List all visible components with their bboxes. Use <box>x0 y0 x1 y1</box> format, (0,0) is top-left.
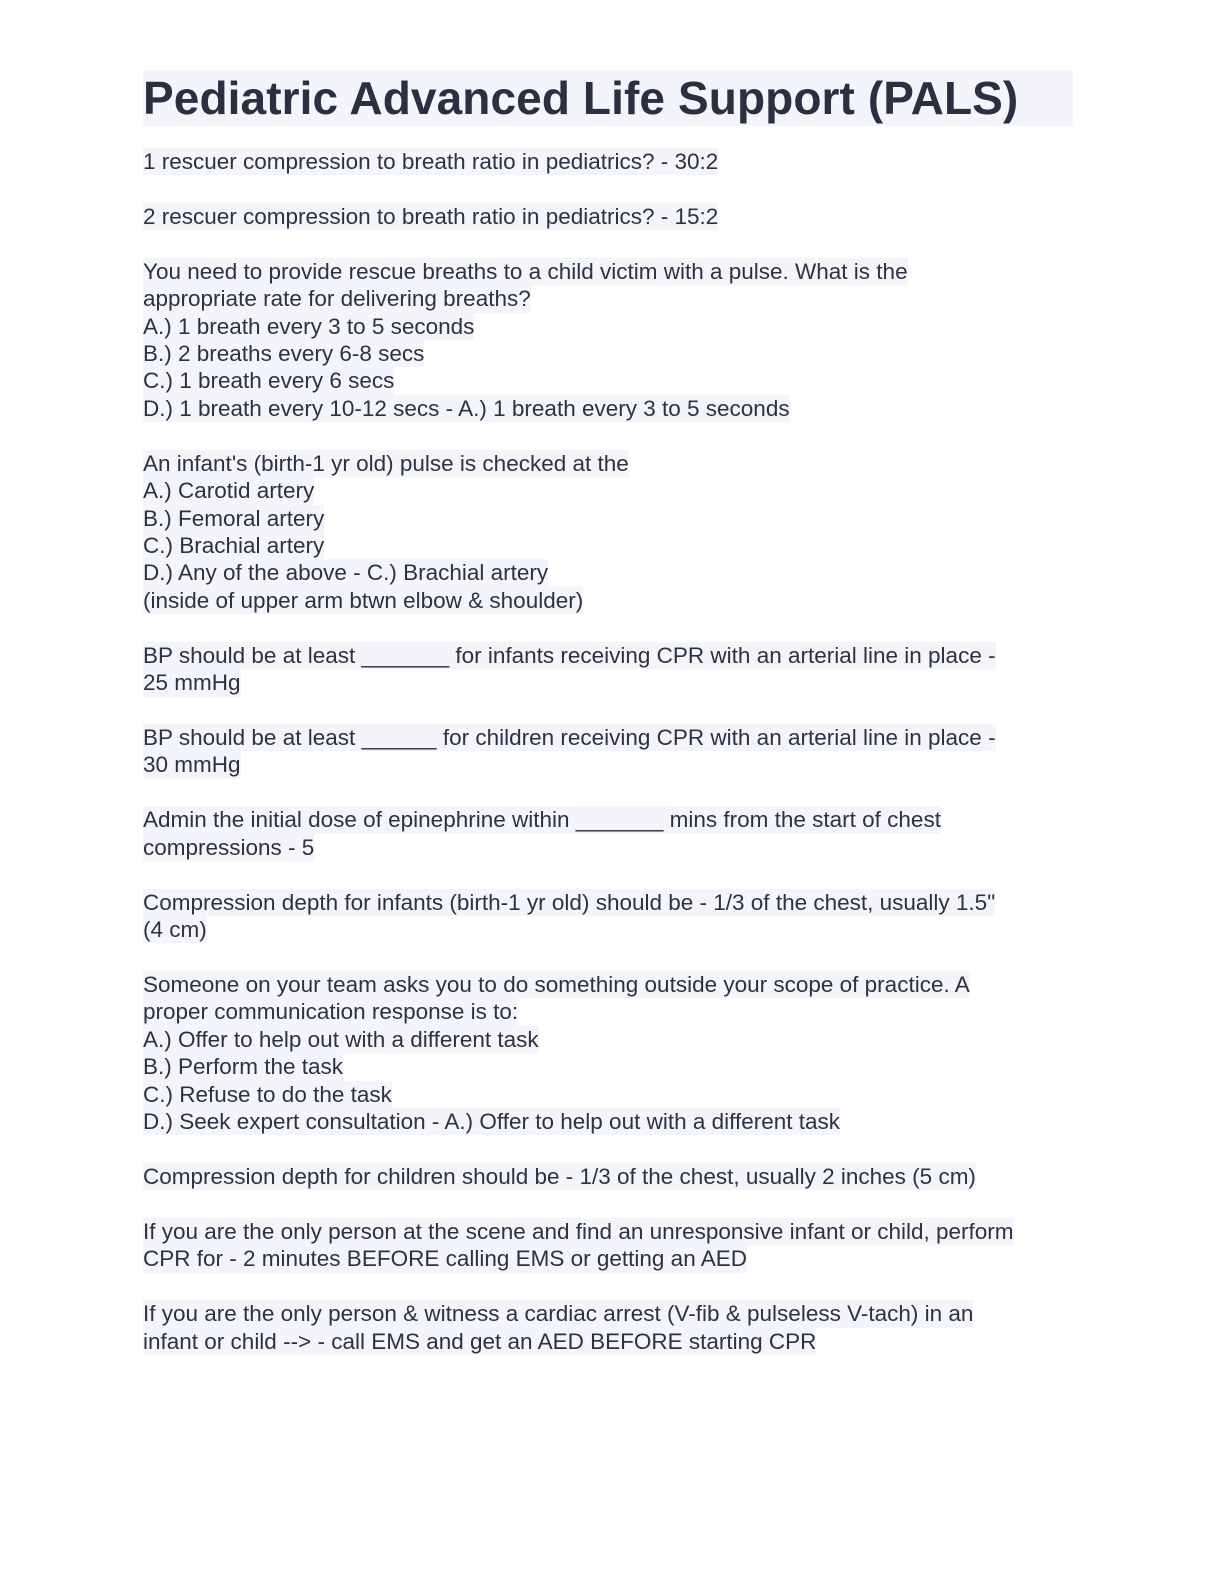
document-page <box>143 70 1073 1382</box>
flashcard-line: C.) Brachial artery <box>143 532 325 558</box>
flashcard-line: infant or child --> - call EMS and get an AED BEFORE starting CPR <box>143 1328 817 1354</box>
flashcard-line: Admin the initial dose of epinephrine within _______ mins from the start of chest <box>143 807 941 833</box>
flashcard-line: An infant's (birth-1 yr old) pulse is checked at the <box>143 450 629 476</box>
flashcard-line: B.) 2 breaths every 6-8 secs <box>143 341 425 367</box>
flashcard <box>143 806 1073 861</box>
flashcard-line: D.) Any of the above - C.) Brachial artery <box>143 560 549 586</box>
flashcard-line: B.) Femoral artery <box>143 505 325 531</box>
flashcard-line: proper communication response is to: <box>143 999 519 1025</box>
flashcard-line: Compression depth for children should be - 1/3 of the chest, usually 2 inches (5 cm) <box>143 1163 976 1189</box>
flashcard <box>143 724 1073 779</box>
flashcard-line: Someone on your team asks you to do something outside your scope of practice. A <box>143 971 970 997</box>
flashcard-line: A.) 1 breath every 3 to 5 seconds <box>143 313 475 339</box>
flashcard-line: BP should be at least ______ for children receiving CPR with an arterial line in place - <box>143 725 996 750</box>
flashcard-line: BP should be at least _______ for infants receiving CPR with an arterial line in place - <box>143 642 996 668</box>
flashcard-list <box>143 148 1073 1355</box>
flashcard-line: CPR for - 2 minutes BEFORE calling EMS or getting an AED <box>143 1246 747 1272</box>
flashcard <box>143 1300 1073 1355</box>
flashcard-line: B.) Perform the task <box>143 1054 344 1080</box>
flashcard-line: Compression depth for infants (birth-1 yr old) should be - 1/3 of the chest, usually 1.5" <box>143 889 996 915</box>
flashcard-line: 2 rescuer compression to breath ratio in pediatrics? - 15:2 <box>143 203 719 229</box>
flashcard <box>143 1163 1073 1190</box>
flashcard-line: (4 cm) <box>143 917 207 943</box>
flashcard <box>143 258 1073 422</box>
flashcard-line: D.) 1 breath every 10-12 secs - A.) 1 breath every 3 to 5 seconds <box>143 395 790 421</box>
flashcard-line: 1 rescuer compression to breath ratio in pediatrics? - 30:2 <box>143 149 719 174</box>
flashcard <box>143 203 1073 230</box>
flashcard <box>143 148 1073 175</box>
flashcard-line: compressions - 5 <box>143 834 315 860</box>
flashcard-line: 25 mmHg <box>143 670 241 696</box>
flashcard <box>143 971 1073 1135</box>
flashcard <box>143 889 1073 944</box>
flashcard-line: C.) 1 breath every 6 secs <box>143 368 395 394</box>
flashcard-line: If you are the only person & witness a cardiac arrest (V-fib & pulseless V-tach) in an <box>143 1301 974 1327</box>
flashcard-line: (inside of upper arm btwn elbow & shoulder) <box>143 587 584 613</box>
flashcard <box>143 642 1073 697</box>
flashcard-line: 30 mmHg <box>143 752 241 778</box>
flashcard-line: C.) Refuse to do the task <box>143 1081 392 1107</box>
flashcard-line: A.) Offer to help out with a different task <box>143 1026 539 1052</box>
flashcard <box>143 1218 1073 1273</box>
flashcard-line: If you are the only person at the scene and find an unresponsive infant or child, perform <box>143 1218 1014 1244</box>
flashcard-line: You need to provide rescue breaths to a child victim with a pulse. What is the <box>143 258 908 284</box>
flashcard <box>143 450 1073 614</box>
flashcard-line: A.) Carotid artery <box>143 478 315 504</box>
flashcard-line: appropriate rate for delivering breaths? <box>143 286 531 312</box>
flashcard-line: D.) Seek expert consultation - A.) Offer to help out with a different task <box>143 1108 841 1134</box>
page-title: Pediatric Advanced Life Support (PALS) <box>143 70 1073 126</box>
